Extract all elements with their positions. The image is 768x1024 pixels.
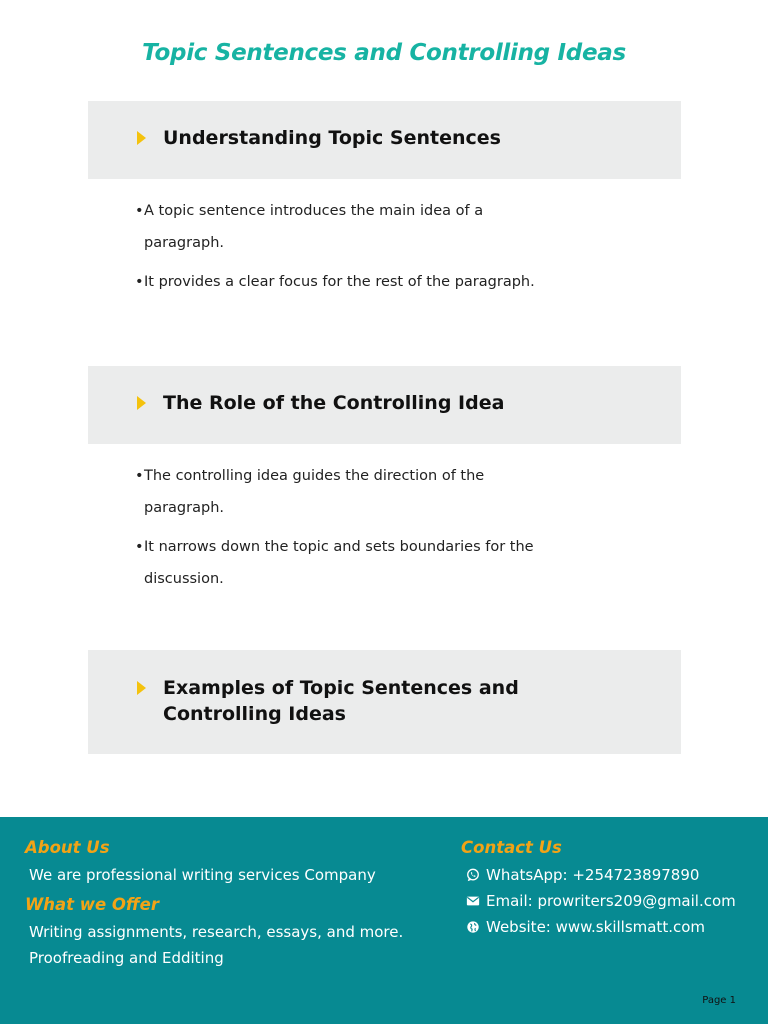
section-header-understanding [88,101,681,179]
email-contact[interactable] [466,888,736,914]
offer-line: Writing assignments, research, essays, and more. [29,923,404,941]
whatsapp-text: WhatsApp: +254723897890 [486,866,700,884]
section-header-controlling-idea [88,366,681,444]
list-item: •It narrows down the topic and sets boundaries for the discussion. [135,539,534,587]
envelope-icon [466,894,480,908]
email-text: Email: prowriters209@gmail.com [486,892,736,910]
caret-right-icon [137,396,146,410]
footer [0,817,768,1024]
section-title: The Role of the Controlling Idea [163,392,505,414]
contact-heading: Contact Us [461,838,562,857]
globe-icon [466,920,480,934]
whatsapp-icon [466,868,480,882]
bullet-list [128,460,548,602]
caret-right-icon [137,681,146,695]
list-item: •The controlling idea guides the direction of the paragraph. [135,468,485,516]
list-item: •A topic sentence introduces the main idea of a paragraph. [135,203,484,251]
offer-line: Proofreading and Edditing [29,949,224,967]
list-item: •It provides a clear focus for the rest of the paragraph. [135,274,535,290]
whatsapp-contact[interactable] [466,862,699,888]
offer-heading: What we Offer [25,895,159,914]
website-text: Website: www.skillsmatt.com [486,918,706,936]
website-contact[interactable] [466,914,705,940]
document-title: Topic Sentences and Controlling Ideas [142,40,626,66]
page-number: Page 1 [702,995,736,1006]
caret-right-icon [137,131,146,145]
section-header-examples [88,650,681,754]
about-text: We are professional writing services Company [29,866,376,884]
section-title: Examples of Topic Sentences and Controlling Ideas [163,677,519,725]
about-heading: About Us [25,838,110,857]
section-title: Understanding Topic Sentences [163,127,501,149]
bullet-list [128,195,548,305]
